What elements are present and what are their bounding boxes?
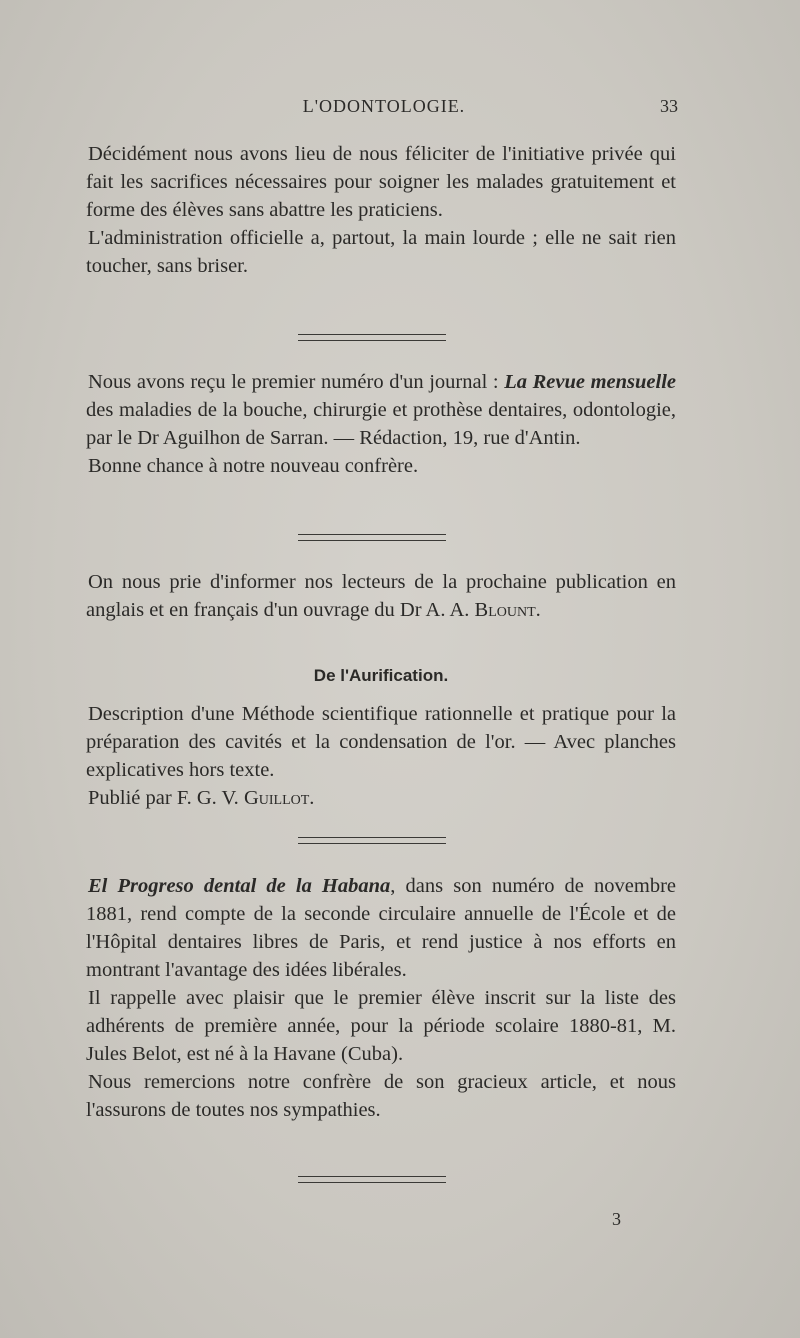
section-4 [86,872,676,1124]
section-1 [86,140,676,280]
double-rule-divider [298,1176,446,1183]
paragraph: On nous prie d'informer nos lecteurs de la prochaine publication en anglais et en français d'un ouvrage du Dr A. A. Blount. [86,571,676,621]
section-2 [86,368,676,480]
double-rule-divider [298,334,446,341]
paragraph: Description d'une Méthode scientifique rationnelle et pratique pour la préparation des cavités et la condensation de l'or. — Avec planches explicatives hors texte. [86,703,676,781]
page-number: 33 [660,96,678,116]
paragraph: Nous avons reçu le premier numéro d'un journal : La Revue mensuelle des maladies de la bouche, chirurgie et prothèse dentaires, odontologie, par le Dr Aguilhon de Sarran. — Rédaction, 19, rue d'Antin. [86,371,676,449]
journal-title: El Progreso dental de la Habana [88,875,391,897]
paragraph: Décidément nous avons lieu de nous féliciter de l'initiative privée qui fait les sacrifices nécessaires pour soigner les malades gratuitement et forme des élèves sans abattre les praticiens. [86,143,676,221]
section-3-description [86,700,676,812]
paragraph: Nous remercions notre confrère de son gracieux article, et nous l'assurons de toutes nos sympathies. [86,1071,676,1121]
author-name: Guillot [243,787,310,809]
author-name: Blount [474,599,536,621]
paragraph: Il rappelle avec plaisir que le premier élève inscrit sur la liste des adhérents de première année, pour la période scolaire 1880-81, M. Jules Belot, est né à la Havane (Cuba). [86,987,676,1065]
page-header [90,96,678,126]
double-rule-divider [298,837,446,844]
paragraph: El Progreso dental de la Habana, dans son numéro de novembre 1881, rend compte de la seconde circulaire annuelle de l'École et de l'Hôpital dentaires libres de Paris, et rend justice à nos efforts en montrant l'avantage des idées libérales. [86,875,676,981]
paragraph: Bonne chance à notre nouveau confrère. [88,455,419,477]
journal-title: La Revue mensuelle [504,371,676,393]
book-title-heading: De l'Aurification. [313,666,449,685]
paragraph: Publié par F. G. V. Guillot. [88,787,315,809]
paragraph: L'administration officielle a, partout, la main lourde ; elle ne sait rien toucher, sans briser. [86,227,676,277]
double-rule-divider [298,534,446,541]
signature-mark: 3 [612,1209,621,1229]
running-head: L'ODONTOLOGIE. [302,96,466,116]
section-3 [86,568,676,624]
